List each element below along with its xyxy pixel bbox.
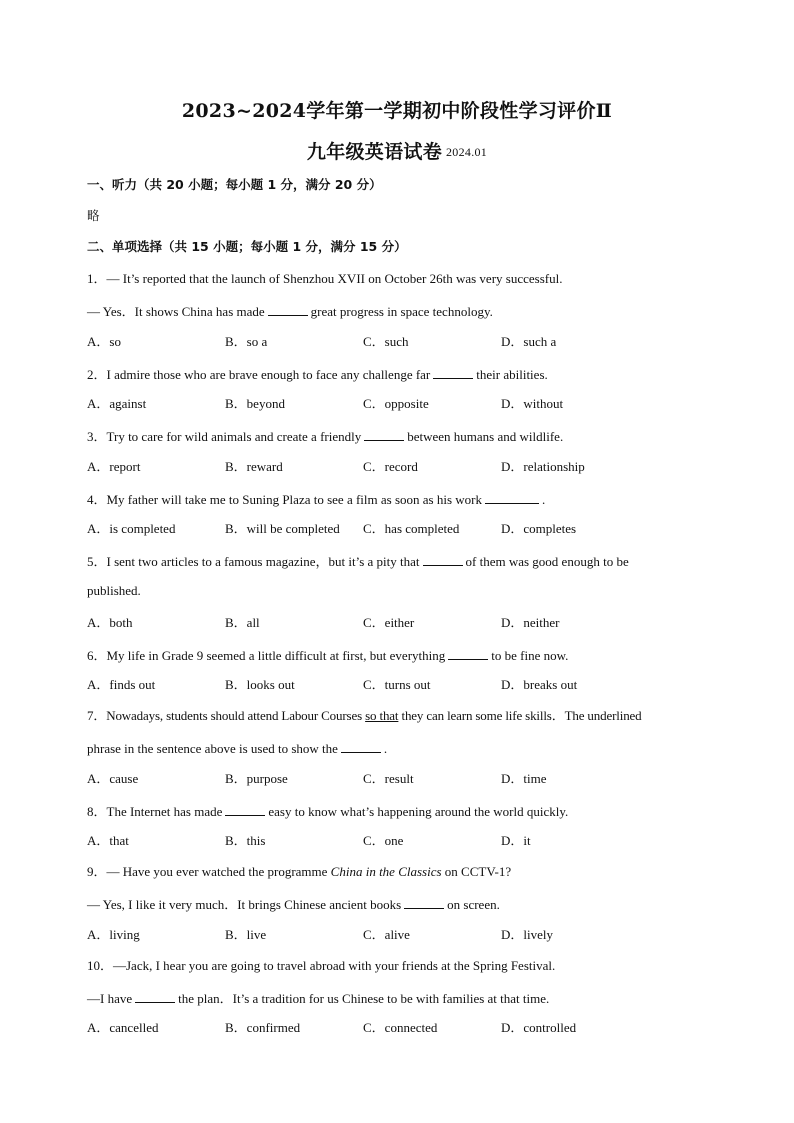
answer-blank (364, 427, 404, 441)
question-text: 2．I admire those who are brave enough to face any challenge far (87, 367, 431, 382)
answer-blank (135, 989, 175, 1003)
exam-subtitle-text: 九年级英语试卷 (306, 141, 442, 163)
question-9-option-c: C．alive (363, 927, 410, 942)
exam-title: 2023~2024学年第一学期初中阶段性学习评价Ⅱ (181, 100, 613, 122)
question-3-option-b: B．reward (225, 459, 283, 474)
question-text: — Yes．It shows China has made (87, 304, 265, 319)
question-8-option-a: A．that (87, 833, 129, 848)
question-1-option-b: B．so a (225, 334, 268, 349)
question-text: 7．Nowadays, students should attend Labour Courses (87, 708, 363, 723)
question-3-option-d: D．relationship (501, 459, 585, 474)
question-text: . (541, 492, 546, 507)
answer-blank (448, 646, 488, 660)
question-text: great progress in space technology. (310, 304, 493, 319)
question-4-option-b: B．will be completed (225, 521, 340, 536)
question-2-option-b: B．beyond (225, 396, 285, 411)
question-7-line-1 (87, 708, 727, 724)
question-5-option-a: A．both (87, 615, 133, 630)
question-8-option-d: D．it (501, 833, 531, 848)
question-text: . (383, 741, 388, 756)
question-7-option-d: D．time (501, 771, 547, 786)
answer-blank (433, 365, 473, 379)
question-10-option-c: C．connected (363, 1020, 438, 1035)
question-4-option-c: C．has completed (363, 521, 460, 536)
exam-date: 2024.01 (446, 145, 488, 159)
answer-blank (341, 739, 381, 753)
question-8-option-c: C．one (363, 833, 404, 848)
question-5-line-2: published. (87, 583, 141, 598)
section-single-choice-heading: 二、单项选择（共 15 小题；每小题 1 分，满分 15 分） (87, 239, 407, 254)
question-1-option-c: C．such (363, 334, 409, 349)
section-listening-note: 略 (87, 208, 100, 223)
question-8-option-b: B．this (225, 833, 266, 848)
exam-subtitle (0, 137, 794, 164)
question-text: the plan．It’s a tradition for us Chinese to be with families at that time. (178, 991, 550, 1006)
question-text: 6．My life in Grade 9 seemed a little difficult at first, but everything (87, 648, 446, 663)
question-9-option-b: B．live (225, 927, 267, 942)
question-4-option-a: A．is completed (87, 521, 176, 536)
question-6-option-d: D．breaks out (501, 677, 578, 692)
question-6-line-1 (87, 646, 727, 664)
question-3-line-1 (87, 427, 727, 445)
underlined-phrase: so that (365, 708, 399, 723)
question-10-option-b: B．confirmed (225, 1020, 301, 1035)
question-1-line-2 (87, 302, 727, 320)
question-6-option-b: B．looks out (225, 677, 295, 692)
question-6-option-a: A．finds out (87, 677, 156, 692)
answer-blank (225, 802, 265, 816)
question-text: phrase in the sentence above is used to show the (87, 741, 338, 756)
question-10-line-1: 10．—Jack, I hear you are going to travel abroad with your friends at the Spring Festival. (87, 958, 556, 973)
question-text: 9．— Have you ever watched the programme (87, 864, 328, 879)
question-5-option-c: C．either (363, 615, 415, 630)
question-1-option-a: A．so (87, 334, 121, 349)
question-5-line-1 (87, 552, 727, 570)
answer-blank (404, 895, 444, 909)
question-text: 5．I sent two articles to a famous magazine，but it’s a pity that (87, 554, 420, 569)
question-2-line-1 (87, 365, 727, 383)
question-2-option-a: A．against (87, 396, 147, 411)
question-4-line-1 (87, 490, 727, 508)
question-2-option-c: C．opposite (363, 396, 429, 411)
question-text: — Yes, I like it very much．It brings Chinese ancient books (87, 897, 402, 912)
question-text: easy to know what’s happening around the world quickly. (268, 804, 569, 819)
question-7-option-a: A．cause (87, 771, 139, 786)
question-10-line-2 (87, 989, 727, 1007)
question-1-line-1: 1．— It’s reported that the launch of Shenzhou XVII on October 26th was very successful. (87, 271, 563, 286)
section-listening-heading: 一、听力（共 20 小题；每小题 1 分，满分 20 分） (87, 177, 382, 192)
question-9-option-d: D．lively (501, 927, 553, 942)
question-text: on CCTV-1? (444, 864, 512, 879)
answer-blank (485, 490, 539, 504)
answer-blank (268, 302, 308, 316)
question-5-option-d: D．neither (501, 615, 560, 630)
question-7-option-c: C．result (363, 771, 414, 786)
question-3-option-c: C．record (363, 459, 418, 474)
question-3-option-a: A．report (87, 459, 141, 474)
question-10-option-d: D．controlled (501, 1020, 577, 1035)
programme-title: China in the Classics (330, 864, 442, 879)
question-9-line-1 (87, 864, 727, 880)
question-text: of them was good enough to be (465, 554, 629, 569)
question-text: to be fine now. (491, 648, 569, 663)
question-8-line-1 (87, 802, 727, 820)
question-4-option-d: D．completes (501, 521, 577, 536)
question-text: on screen. (447, 897, 500, 912)
question-text: 8．The Internet has made (87, 804, 223, 819)
question-1-option-d: D．such a (501, 334, 557, 349)
question-text: 4．My father will take me to Suning Plaza to see a film as soon as his work (87, 492, 482, 507)
question-text: their abilities. (476, 367, 548, 382)
question-2-option-d: D．without (501, 396, 564, 411)
question-9-line-2 (87, 895, 727, 913)
question-10-option-a: A．cancelled (87, 1020, 159, 1035)
question-6-option-c: C．turns out (363, 677, 431, 692)
question-5-option-b: B．all (225, 615, 260, 630)
question-7-line-2 (87, 739, 727, 757)
question-text: 3．Try to care for wild animals and create a friendly (87, 429, 362, 444)
question-7-option-b: B．purpose (225, 771, 288, 786)
question-9-option-a: A．living (87, 927, 140, 942)
question-text: between humans and wildlife. (407, 429, 564, 444)
question-text: they can learn some life skills．The underlined (401, 708, 642, 723)
question-text: —I have (87, 991, 133, 1006)
answer-blank (423, 552, 463, 566)
